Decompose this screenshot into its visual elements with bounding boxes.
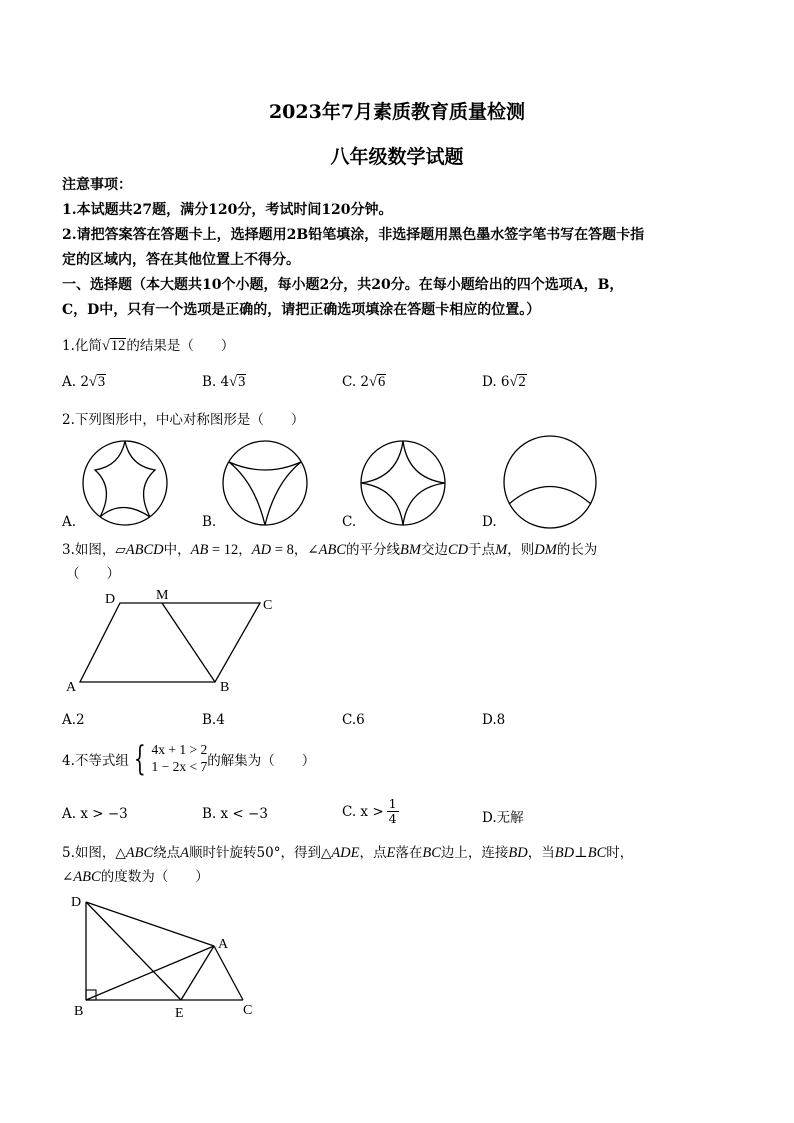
q5-label-d: D	[71, 895, 82, 910]
q2-figure-d	[502, 434, 598, 530]
q1-sqrt: √12	[101, 338, 126, 354]
q2-label-a: A.	[62, 514, 77, 530]
question-2-stem: 2.下列图形中，中心对称图形是（ ）	[62, 412, 305, 428]
q3-parallelogram-figure	[60, 585, 290, 700]
question-5-stem-line-2: ∠ABC的度数为（ ）	[62, 869, 209, 885]
q4-option-c: C. x > $\frac{1}{4}$	[342, 796, 397, 827]
q3-label-c: C	[263, 598, 273, 613]
notice-item-1: 1.本试题共27题，满分120分，考试时间120分钟。	[62, 202, 393, 218]
notice-item-2-line-1: 2.请把答案答在答题卡上，选择题用2B铅笔填涂，非选择题用黑色墨水签字笔书写在答题卡指	[62, 227, 645, 243]
q2-figure-c	[358, 438, 448, 528]
q1-option-c: C. 2√6	[342, 374, 386, 390]
q5-label-b: B	[74, 1004, 84, 1019]
question-5-stem: 5.如图，△ABC绕点A顺时针旋转50°，得到△ADE，点E落在BC边上，连接BD，当BD⊥BC时，	[62, 845, 634, 861]
q5-label-e: E	[175, 1006, 184, 1021]
exam-subtitle: 八年级数学试题	[330, 146, 464, 168]
q3-option-d: D.8	[482, 712, 506, 728]
q5-label-a: A	[218, 937, 229, 952]
q3-option-c: C.6	[342, 712, 365, 728]
q3-blank: （ ）	[66, 566, 120, 582]
q5-label-c: C	[243, 1003, 253, 1018]
q3-label-d: D	[105, 592, 116, 607]
q1-option-b: B. 4√3	[202, 374, 246, 390]
section-heading-line-2: C，D中，只有一个选项是正确的，请把正确选项填涂在答题卡相应的位置。）	[62, 302, 541, 318]
question-1-stem	[62, 334, 234, 355]
q3-label-b: B	[220, 680, 230, 695]
q4-option-a: A. x > −3	[62, 806, 128, 822]
section-heading-line-1: 一、选择题（本大题共10个小题，每小题2分，共20分。在每小题给出的四个选项A，B，	[62, 277, 624, 293]
q2-figure-a	[80, 438, 170, 528]
q1-prefix: 1.化简	[62, 338, 102, 354]
q5-triangle-figure	[66, 890, 266, 1020]
q2-label-b: B.	[202, 514, 217, 530]
q4-inequality-system: { 4x + 1 > 2 1 − 2x < 7	[133, 739, 208, 779]
q3-label-m: M	[156, 588, 169, 603]
q4-option-d: D.无解	[482, 810, 524, 826]
q2-label-c: C.	[342, 514, 357, 530]
q2-figure-b	[220, 438, 310, 528]
q2-label-d: D.	[482, 514, 497, 530]
q1-option-d: D. 6√2	[482, 374, 526, 390]
question-4-stem: 4.不等式组 { 4x + 1 > 2 1 − 2x < 7 的解集为（ ）	[62, 739, 316, 779]
q1-option-a: A. 2√3	[62, 374, 106, 390]
notice-item-2-line-2: 定的区域内，答在其他位置上不得分。	[62, 252, 300, 268]
exam-title: 2023年7月素质教育质量检测	[268, 101, 526, 123]
q3-option-b: B.4	[202, 712, 225, 728]
notice-heading: 注意事项：	[62, 177, 132, 193]
q3-label-a: A	[66, 680, 77, 695]
q1-suffix: 的结果是（ ）	[126, 338, 235, 354]
q3-option-a: A.2	[62, 712, 85, 728]
question-3-stem: 3.如图，▱ABCD中，AB = 12，AD = 8，∠ABC的平分线BM交边CD于点M，则DM的长为	[62, 542, 598, 558]
q4-option-b: B. x < −3	[202, 806, 268, 822]
